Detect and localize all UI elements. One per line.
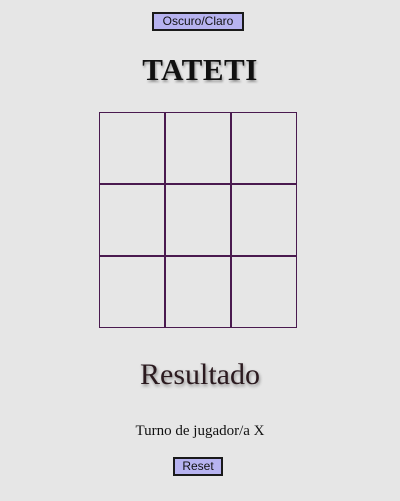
tic-tac-toe-board [99,112,297,328]
result-heading: Resultado [140,358,260,391]
board-cell-9[interactable] [231,256,297,328]
board-cell-1[interactable] [99,112,165,184]
board-cell-4[interactable] [99,184,165,256]
game-title: TATETI [142,52,258,87]
board-cell-3[interactable] [231,112,297,184]
board-cell-7[interactable] [99,256,165,328]
board-cell-8[interactable] [165,256,231,328]
reset-button[interactable]: Reset [173,457,223,476]
board-cell-6[interactable] [231,184,297,256]
theme-toggle-button[interactable]: Oscuro/Claro [152,12,244,31]
board-cell-2[interactable] [165,112,231,184]
turn-status: Turno de jugador/a X [135,423,265,439]
board-cell-5[interactable] [165,184,231,256]
